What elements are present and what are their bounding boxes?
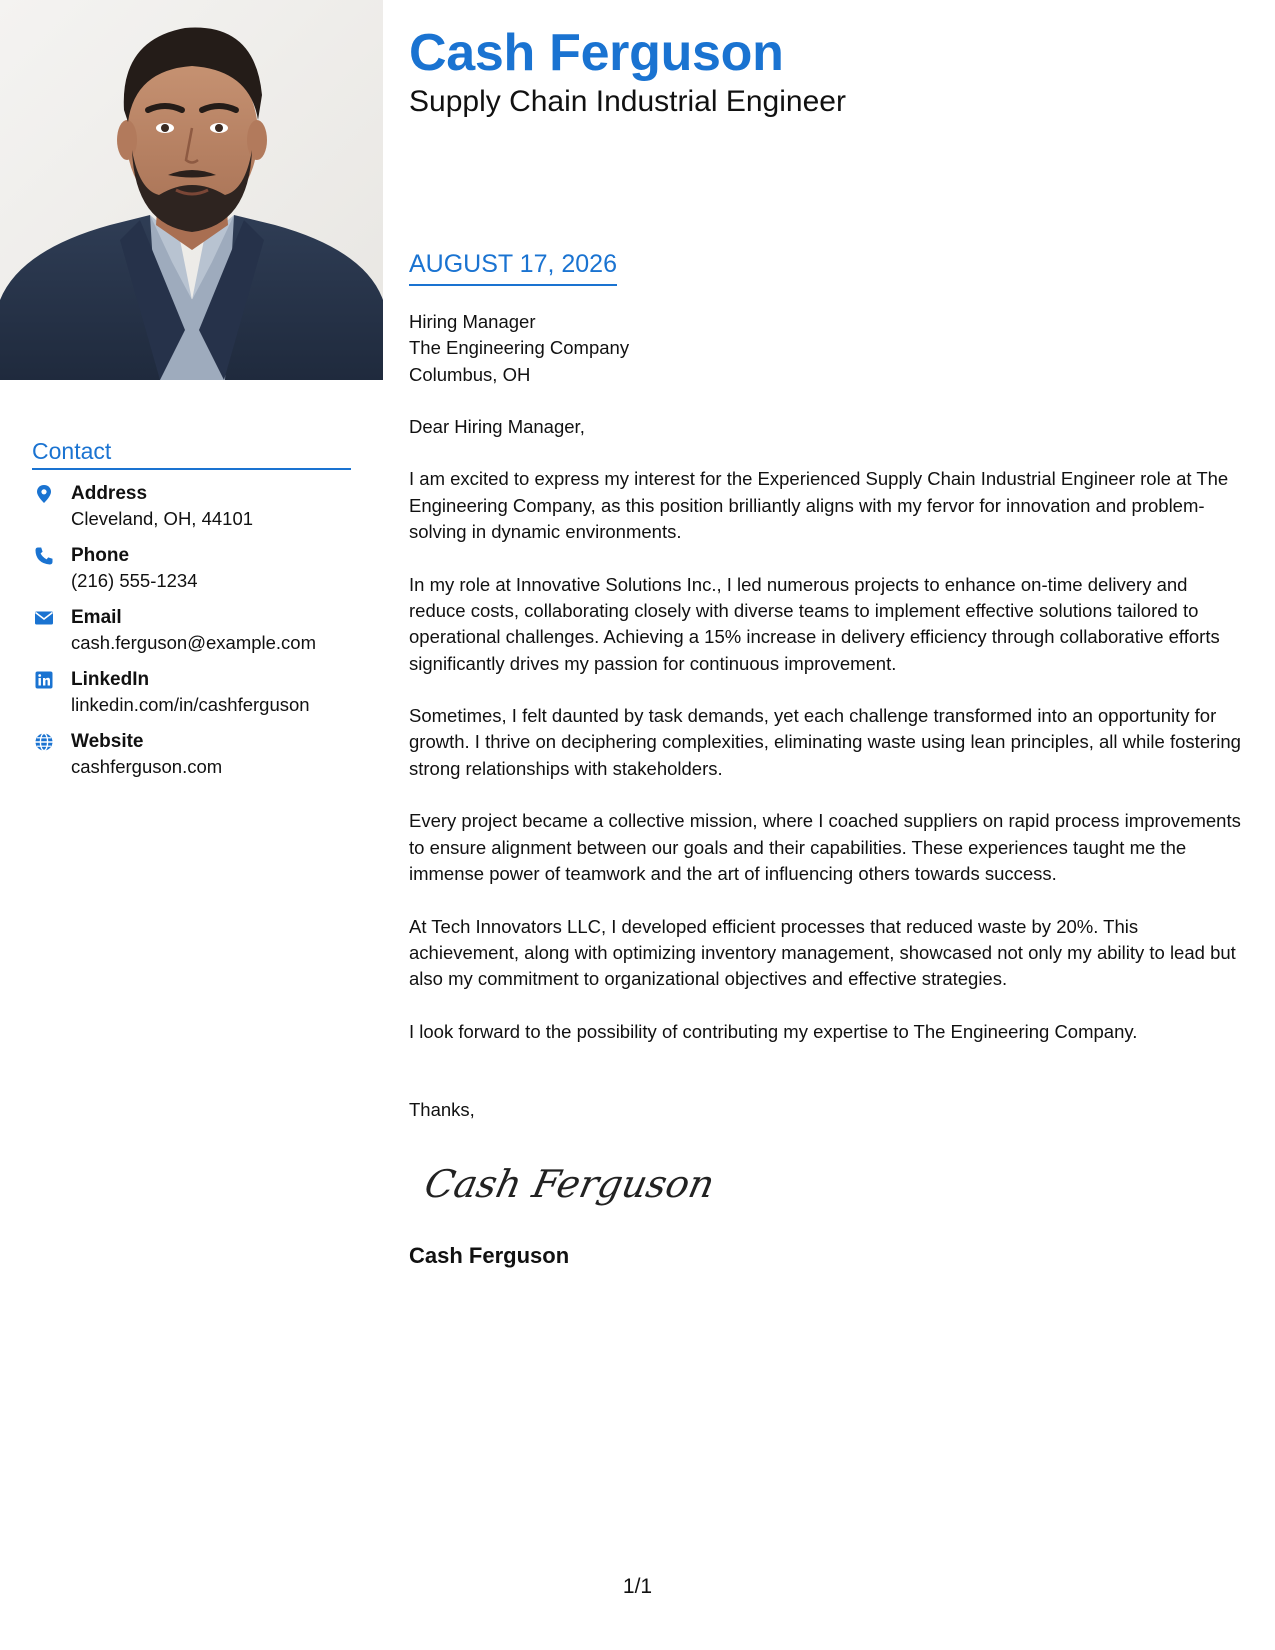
svg-text:Cash Ferguson: Cash Ferguson xyxy=(420,1162,719,1208)
contact-item-address xyxy=(32,482,351,532)
address-value: Cleveland, OH, 44101 xyxy=(71,508,254,529)
globe-icon xyxy=(34,732,54,752)
contact-heading: Contact xyxy=(32,437,351,470)
contact-label: Website xyxy=(71,731,144,752)
website-value[interactable]: cashferguson.com xyxy=(71,756,223,777)
handwritten-signature xyxy=(420,1149,1244,1219)
salutation: Dear Hiring Manager, xyxy=(409,415,585,437)
map-pin-icon xyxy=(34,484,54,504)
contact-item-linkedin xyxy=(32,668,351,718)
job-title: Supply Chain Industrial Engineer xyxy=(409,85,846,118)
recipient-block xyxy=(409,309,1244,388)
signer-name: Cash Ferguson xyxy=(409,1243,570,1269)
letter-body xyxy=(409,309,1244,1270)
contact-section xyxy=(32,437,351,792)
contact-item-phone xyxy=(32,544,351,594)
letter-paragraph: I am excited to express my interest for the Experienced Supply Chain Industrial Engineer role at The Engineering Company, as this position brilliantly aligns with my fervor for innovation and problem-solving in dynamic environments. xyxy=(409,468,1229,543)
contact-label: LinkedIn xyxy=(71,669,150,690)
linkedin-icon xyxy=(34,670,54,690)
profile-photo xyxy=(0,0,383,380)
email-icon xyxy=(34,608,54,628)
contact-label: Email xyxy=(71,607,122,628)
contact-label: Phone xyxy=(71,545,130,566)
contact-item-website xyxy=(32,730,351,780)
letter-paragraph: At Tech Innovators LLC, I developed efficient processes that reduced waste by 20%. This achievement, along with optimizing inventory management, showcased not only my ability to lead but also my commitment to organizational objectives and effective strategies. xyxy=(409,915,1236,990)
contact-label: Address xyxy=(71,483,148,504)
contact-item-email xyxy=(32,606,351,656)
letter-paragraph: In my role at Innovative Solutions Inc., I led numerous projects to enhance on-time delivery and reduce costs, collaborating closely with diverse teams to implement effective solutions tailored to operational challenges. Achieving a 15% increase in delivery efficiency through collaborative efforts significantly drives my passion for continuous improvement. xyxy=(409,573,1220,674)
phone-value: (216) 555-1234 xyxy=(71,570,198,591)
phone-icon xyxy=(34,546,54,566)
letter-paragraph: Sometimes, I felt daunted by task demands, yet each challenge transformed into an opportunity for growth. I thrive on deciphering complexities, eliminating waste using lean principles, all while fostering strong relationships with stakeholders. xyxy=(409,705,1241,779)
closing: Thanks, xyxy=(409,1099,475,1121)
recipient-line: Hiring Manager xyxy=(409,311,536,332)
letter-paragraph: Every project became a collective mission, where I coached suppliers on rapid process improvements to ensure alignment between our goals and their capabilities. These experiences taught me the immense power of teamwork and the art of influencing others towards success. xyxy=(409,810,1241,884)
letter-column xyxy=(409,22,1244,1269)
recipient-line: Columbus, OH xyxy=(409,363,531,385)
letter-paragraph: I look forward to the possibility of contributing my expertise to The Engineering Company. xyxy=(409,1020,1138,1042)
recipient-line: The Engineering Company xyxy=(409,337,630,359)
applicant-name: Cash Ferguson xyxy=(409,24,784,82)
page-number: 1/1 xyxy=(622,1575,653,1598)
email-value[interactable]: cash.ferguson@example.com xyxy=(71,632,317,653)
letter-date: AUGUST 17, 2026 xyxy=(409,248,617,286)
linkedin-value[interactable]: linkedin.com/in/cashferguson xyxy=(71,694,310,715)
